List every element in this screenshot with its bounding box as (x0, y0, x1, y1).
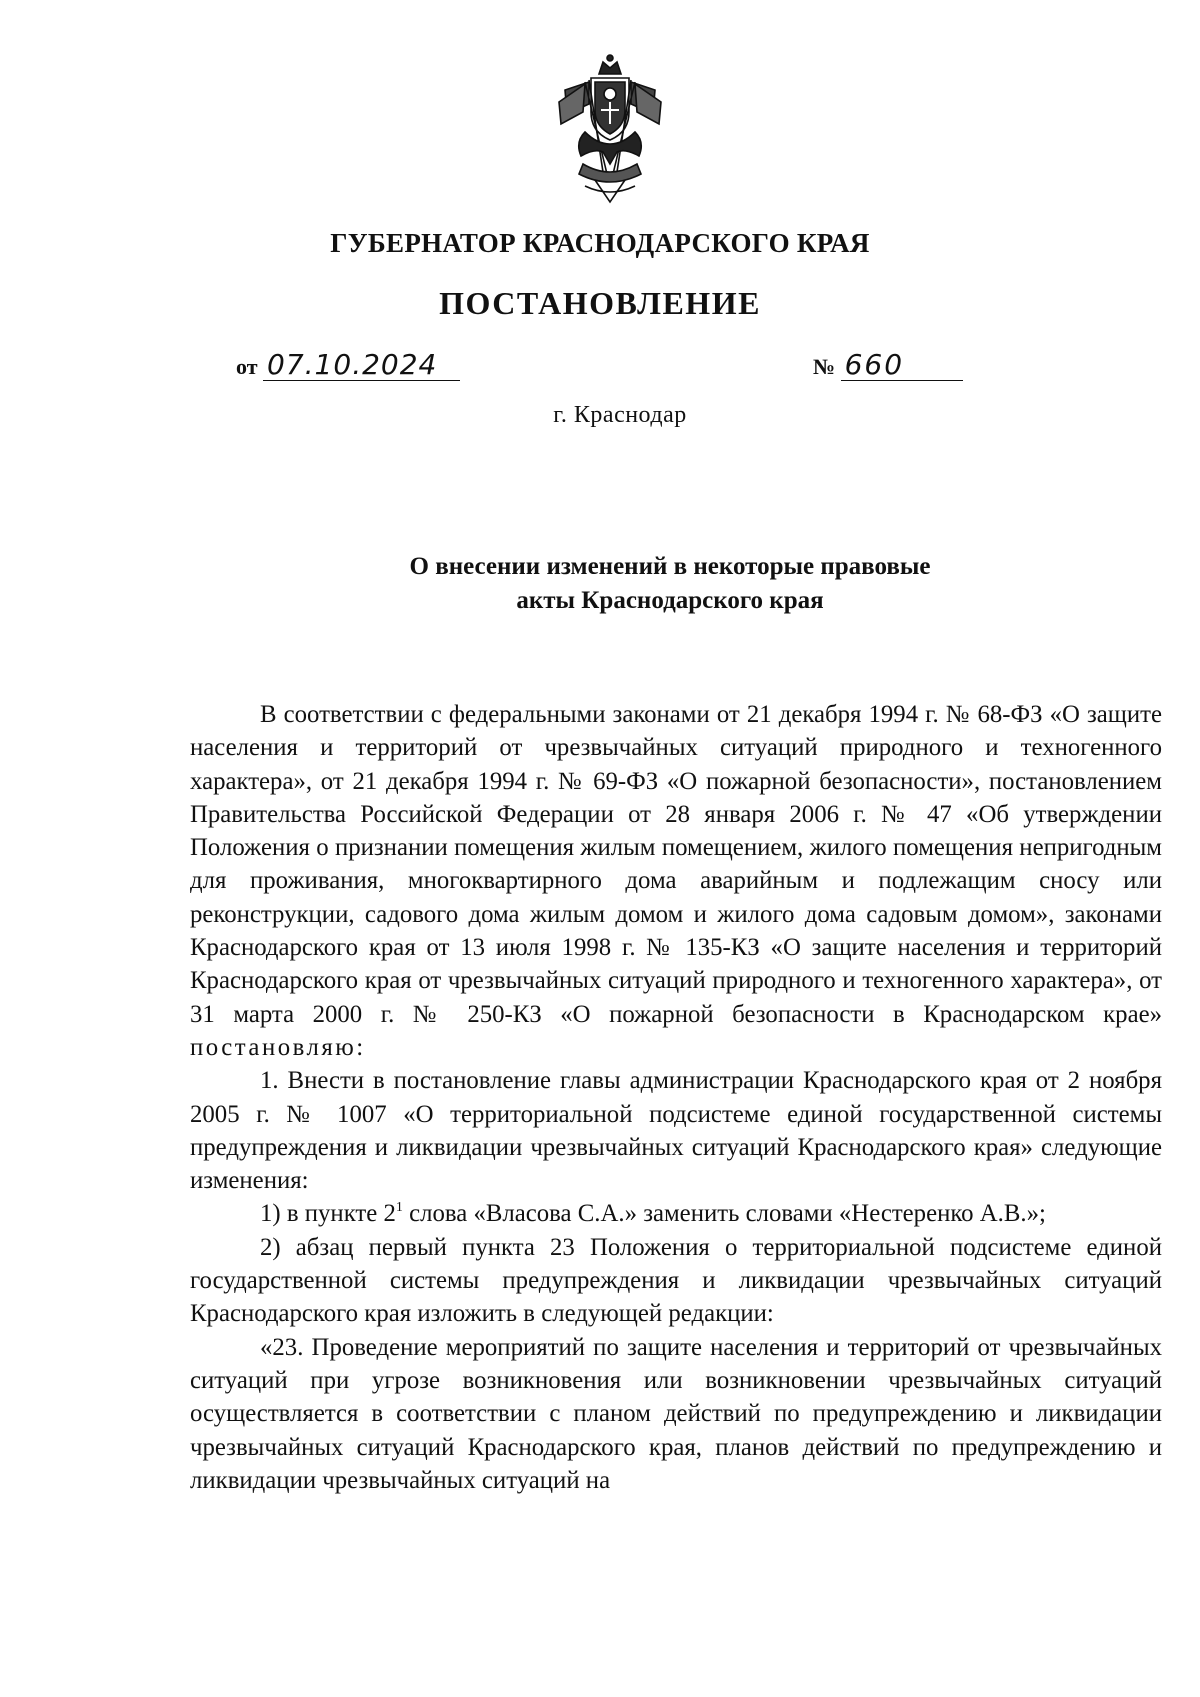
date-prefix: от (236, 354, 258, 379)
subject-line-1: О внесении изменений в некоторые правовые (409, 553, 931, 580)
item-1-1-superscript: 1 (395, 1200, 403, 1216)
item-1-2-paragraph: 2) абзац первый пункта 23 Положения о территориальной подсистеме единой государственной системы предупреждения и ликвидации чрезвычайных ситуаций Краснодарского края изложить в следующей редакции: (190, 1233, 1162, 1328)
issuer-title: ГУБЕРНАТОР КРАСНОДАРСКОГО КРАЯ (330, 228, 870, 258)
subject-line-2: акты Краснодарского края (516, 587, 824, 614)
preamble-text: В соответствии с федеральными законами от 21 декабря 1994 г. № 68-ФЗ «О защите населения и территорий от чрезвычайных ситуаций природного и техногенного характера», от 21 декабря 1994 г. № 69-ФЗ «О пожарной безопасности», постановлением Правительства Российской Федерации от 28 января 2006 г. № 47 «Об утверждении Положения о признании помещения жилым помещением, жилого помещения непригодным для проживания, многоквартирного дома аварийным и подлежащим сносу или реконструкции, садового дома жилым домом и жилого дома садовым домом», законами Краснодарского края от 13 июля 1998 г. № 135-КЗ «О защите населения и территорий Краснодарского края от чрезвычайных ситуаций природного и техногенного характера», от 31 марта 2000 г. № 250-КЗ «О пожарной безопасности в Краснодарском крае» (190, 701, 1162, 1028)
document-number: 660 (841, 350, 963, 381)
document-body (190, 698, 1162, 1497)
document-type-title: ПОСТАНОВЛЕНИЕ (439, 285, 761, 321)
coat-of-arms-emblem (555, 52, 665, 207)
item-1-1-paragraph (190, 1197, 1162, 1230)
number-prefix: № (813, 354, 836, 379)
item-1-1-text-before: 1) в пункте 2 (260, 1200, 396, 1228)
preamble-paragraph (190, 698, 1162, 1064)
quoted-item-23-paragraph: «23. Проведение мероприятий по защите населения и территорий от чрезвычайных ситуаций при угрозе возникновения или возникновении чрезвычайных ситуаций осуществляется в соответствии с планом действий по предупреждению и ликвидации чрезвычайных ситуаций Краснодарского края, планов действий по предупреждению и ликвидации чрезвычайных ситуаций на (190, 1333, 1162, 1494)
preamble-keyword: постановляю: (190, 1033, 366, 1061)
item-1-1-text-after: слова «Власова С.А.» заменить словами «Нестеренко А.В.»; (402, 1200, 1046, 1228)
document-date-line (236, 350, 460, 381)
item-1-paragraph: 1. Внести в постановление главы администрации Краснодарского края от 2 ноября 2005 г. № 1007 «О территориальной подсистеме единой государственной системы предупреждения и ликвидации чрезвычайных ситуаций Краснодарского края» следующие изменения: (190, 1067, 1162, 1195)
document-number-line (813, 350, 963, 381)
document-subject (340, 550, 1000, 618)
document-date: 07.10.2024 (263, 350, 460, 381)
city-line: г. Краснодар (553, 402, 687, 428)
